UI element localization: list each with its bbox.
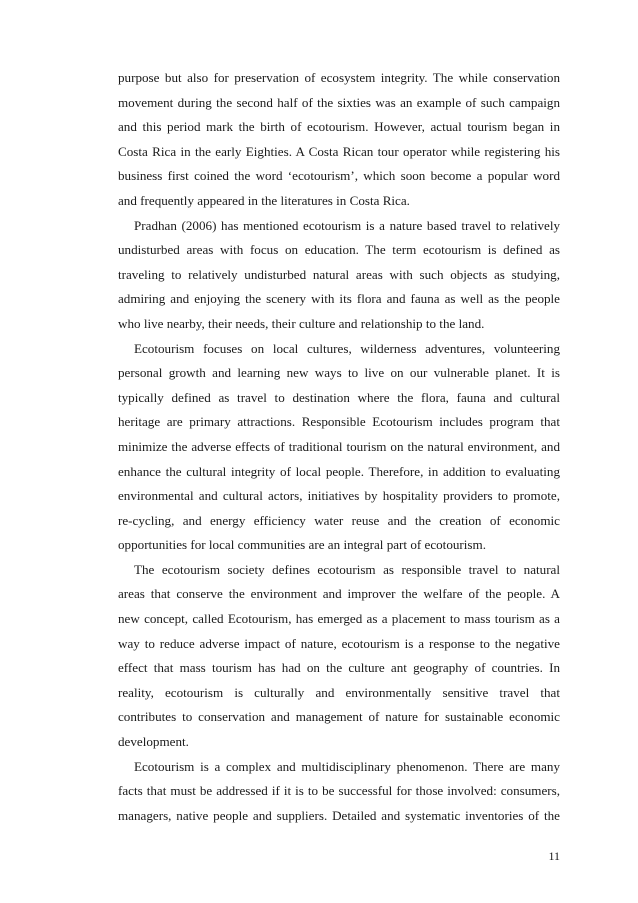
text-line: undisturbed areas with focus on education. The term ecotourism is defined as: [118, 242, 560, 258]
text-line: new concept, called Ecotourism, has emerged as a placement to mass tourism as a: [118, 611, 560, 627]
text-line: environmental and cultural actors, initiatives by hospitality providers to promote,: [118, 488, 560, 504]
text-line: facts that must be addressed if it is to be successful for those involved: consumers,: [118, 783, 560, 799]
text-line: managers, native people and suppliers. Detailed and systematic inventories of the: [118, 807, 560, 823]
page-number: 11: [548, 849, 560, 863]
text-line: areas that conserve the environment and improver the welfare of the people. A: [118, 586, 560, 602]
text-line: The ecotourism society defines ecotourism as responsible travel to natural: [134, 561, 560, 577]
text-line: Costa Rica in the early Eighties. A Costa Rican tour operator while registering his: [118, 143, 560, 159]
text-line: movement during the second half of the sixties was an example of such campaign: [118, 94, 560, 110]
text-line: purpose but also for preservation of ecosystem integrity. The while conservation: [118, 70, 560, 85]
paragraph: [118, 558, 560, 755]
text-line: effect that mass tourism has had on the culture ant geography of countries. In: [118, 660, 560, 676]
text-line: typically defined as travel to destination where the flora, fauna and cultural: [118, 389, 560, 405]
text-line: who live nearby, their needs, their culture and relationship to the land.: [118, 315, 485, 331]
text-line: business first coined the word ‘ecotourism’, which soon become a popular word: [118, 168, 560, 184]
text-line: enhance the cultural integrity of local people. Therefore, in addition to evaluating: [118, 463, 560, 479]
text-line: development.: [118, 734, 189, 750]
text-line: reality, ecotourism is culturally and environmentally sensitive travel that: [118, 684, 560, 700]
text-line: admiring and enjoying the scenery with its flora and fauna as well as the people: [118, 291, 560, 307]
text-line: opportunities for local communities are an integral part of ecotourism.: [118, 537, 486, 553]
text-line: and this period mark the birth of ecotourism. However, actual tourism began in: [118, 119, 560, 135]
body-text: [118, 66, 560, 828]
text-line: Pradhan (2006) has mentioned ecotourism is a nature based travel to relatively: [134, 217, 560, 233]
paragraph: [118, 66, 560, 214]
text-line: Ecotourism is a complex and multidisciplinary phenomenon. There are many: [134, 758, 560, 774]
paragraph: [118, 337, 560, 558]
text-line: contributes to conservation and management of nature for sustainable economic: [118, 709, 560, 725]
text-line: minimize the adverse effects of traditional tourism on the natural environment, and: [118, 438, 560, 454]
paragraph: [118, 755, 560, 829]
text-line: re-cycling, and energy efficiency water reuse and the creation of economic: [118, 512, 560, 528]
text-line: and frequently appeared in the literatures in Costa Rica.: [118, 192, 410, 208]
text-line: way to reduce adverse impact of nature, ecotourism is a response to the negative: [118, 635, 560, 651]
paragraph: [118, 214, 560, 337]
text-line: Ecotourism focuses on local cultures, wilderness adventures, volunteering: [134, 340, 560, 356]
text-line: traveling to relatively undisturbed natural areas with such objects as studying,: [118, 266, 560, 282]
text-line: personal growth and learning new ways to live on our vulnerable planet. It is: [118, 365, 560, 381]
text-line: heritage are primary attractions. Responsible Ecotourism includes program that: [118, 414, 560, 430]
